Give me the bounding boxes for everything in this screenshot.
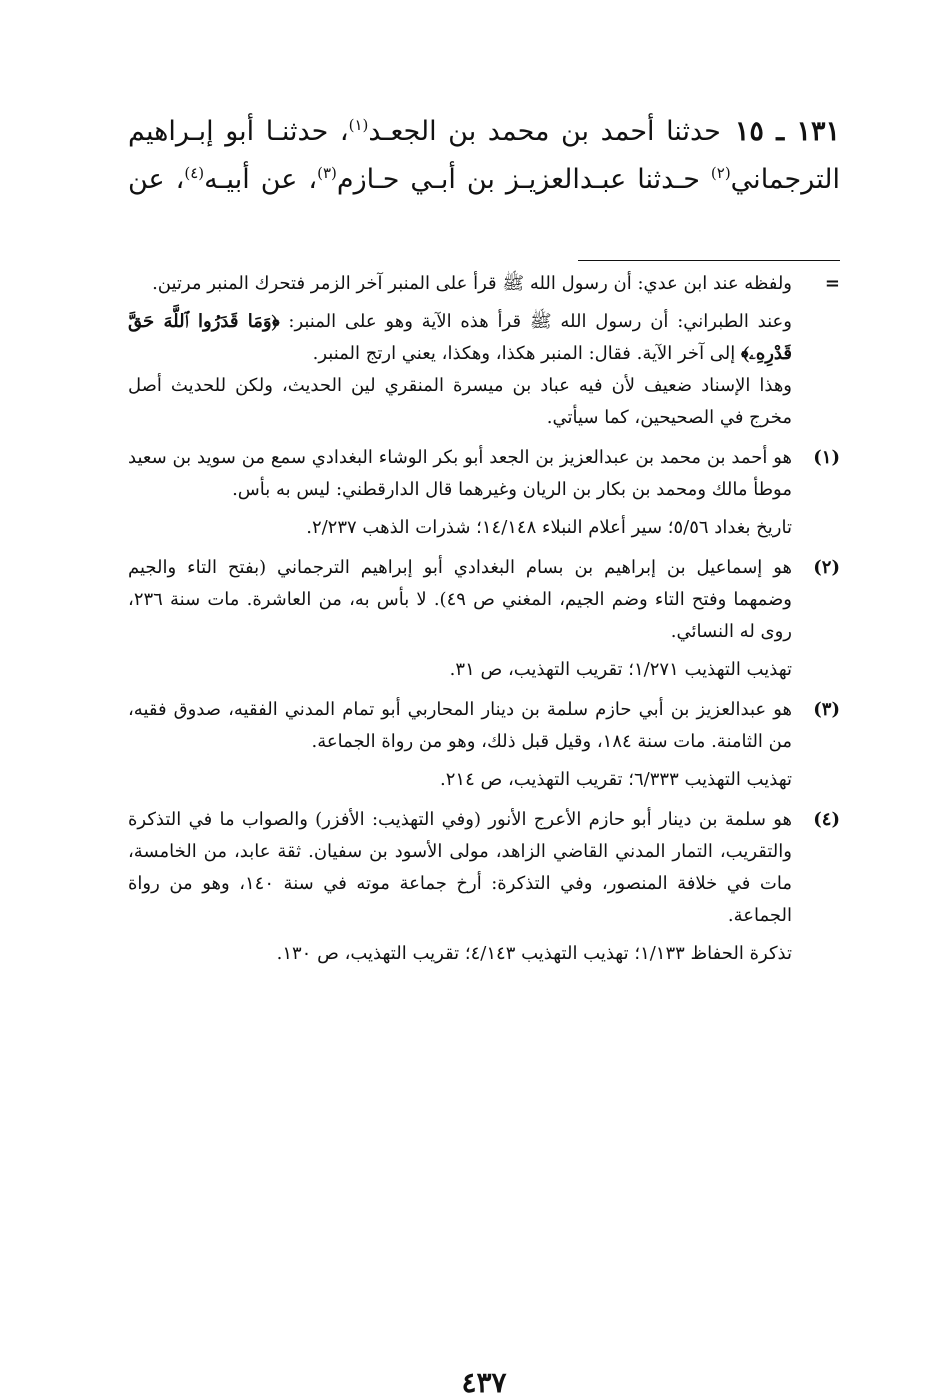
footnote-ref-3[interactable]: (٣) bbox=[317, 164, 337, 182]
footnote-references: تهذيب التهذيب ٦/٣٣٣؛ تقريب التهذيب، ص ٢١٤. bbox=[440, 769, 792, 790]
hadith-line-1: حدثنا أحمد بن محمد بن الجعـد bbox=[368, 116, 721, 147]
footnote-marker: = bbox=[824, 273, 840, 294]
footnote-references: تهذيب التهذيب ١/٢٧١؛ تقريب التهذيب، ص ٣١. bbox=[449, 659, 792, 680]
hadith-number: ١٣١ ـ ١٥ bbox=[734, 116, 840, 147]
footnote-text: وعند الطبراني: أن رسول الله ﷺ قرأ هذه الآية وهو على المنبر: bbox=[288, 311, 792, 332]
footnote-3 bbox=[128, 694, 840, 796]
footnote-paragraph bbox=[128, 306, 792, 370]
footnote-paragraph: وهذا الإسناد ضعيف لأن فيه عباد بن ميسرة المنقري لين الحديث، ولكن للحديث أصل مخرج في الصحيحين، كما سيأتي. bbox=[128, 375, 792, 428]
footnote-paragraph: هو إسماعيل بن إبراهيم بن بسام البغدادي أبو إبراهيم الترجماني (بفتح التاء والجيم وضمهما وفتح التاء وضم الجيم، المغني ص ٤٩). لا بأس به، من العاشرة. مات سنة ٢٣٦، روى له النسائي. bbox=[128, 557, 793, 642]
footnote-ref-1[interactable]: (١) bbox=[348, 116, 369, 134]
footnote-marker: (٤) bbox=[813, 809, 840, 830]
page bbox=[128, 108, 840, 1399]
footnote-1 bbox=[128, 442, 840, 544]
footnote-marker: (١) bbox=[813, 447, 840, 468]
footnote-paragraph: هو أحمد بن محمد بن عبدالعزيز بن الجعد أبو بكر الوشاء البغدادي سمع من سويد بن سعيد موطأ مالك ومحمد بن بكار بن الريان وغيرهما قال الدارقطني: ليس به بأس. bbox=[128, 447, 792, 500]
footnote-references: تذكرة الحفاظ ١/١٣٣؛ تهذيب التهذيب ٤/١٤٣؛ تقريب التهذيب، ص ١٣٠. bbox=[276, 943, 792, 964]
footnote-separator bbox=[578, 260, 840, 261]
footnote-paragraph: هو سلمة بن دينار أبو حازم الأعرج الأنور (وفي التهذيب: الأفزر) والصواب ما في التذكرة والتقريب، التمار المدني القاضي الزاهد، مولى الأسود بن سفيان. ثقة عابد، من الخامسة، مات في خلافة المنصور، وفي التذكرة: أرخ جماعة موته في سنة ١٤٠، وهو من رواة الجماعة. bbox=[128, 809, 792, 926]
footnote-paragraph: ولفظه عند ابن عدي: أن رسول الله ﷺ قرأ على المنبر آخر الزمر فتحرك المنبر مرتين. bbox=[152, 273, 792, 294]
footnote-marker: (٢) bbox=[813, 557, 840, 578]
quran-verse: ﴿وَمَا قَدَرُوا ٱللَّهَ حَقَّ قَدْرِهِۦ﴾ bbox=[128, 311, 792, 364]
footnote-4 bbox=[128, 804, 840, 970]
footnote-paragraph: هو عبدالعزيز بن أبي حازم سلمة بن دينار المحاربي أبو تمام المدني الفقيه، صدوق فقيه، من الثامنة. مات سنة ١٨٤، وقيل قبل ذلك، وهو من رواة الجماعة. bbox=[128, 699, 792, 752]
hadith-line-2c: ، عن bbox=[128, 164, 185, 195]
hadith-line-1b: ، حدثنـا أبو إبـراهيم الترجماني bbox=[128, 116, 840, 195]
footnote-references: تاريخ بغداد ٥/٥٦؛ سير أعلام النبلاء ١٤/١٤٨؛ شذرات الذهب ٢/٢٣٧. bbox=[306, 517, 792, 538]
footnote-ref-4[interactable]: (٤) bbox=[184, 164, 205, 182]
footnote-ref-2[interactable]: (٢) bbox=[710, 164, 731, 182]
hadith-text bbox=[128, 108, 840, 204]
footnote-text: إلى آخر الآية. فقال: المنبر هكذا، وهكذا، يعني ارتج المنبر. bbox=[312, 343, 741, 364]
page-number: ٤٣٧ bbox=[461, 1366, 507, 1399]
footnote-continuation bbox=[128, 268, 840, 434]
footnote-marker: (٣) bbox=[813, 699, 840, 720]
hadith-line-2b: ، عن أبيـه bbox=[204, 164, 318, 195]
footnotes bbox=[128, 268, 840, 978]
hadith-line-2: حـدثنا عبـدالعزيـز بن أبـي حـازم bbox=[336, 164, 711, 195]
footnote-2 bbox=[128, 552, 840, 686]
